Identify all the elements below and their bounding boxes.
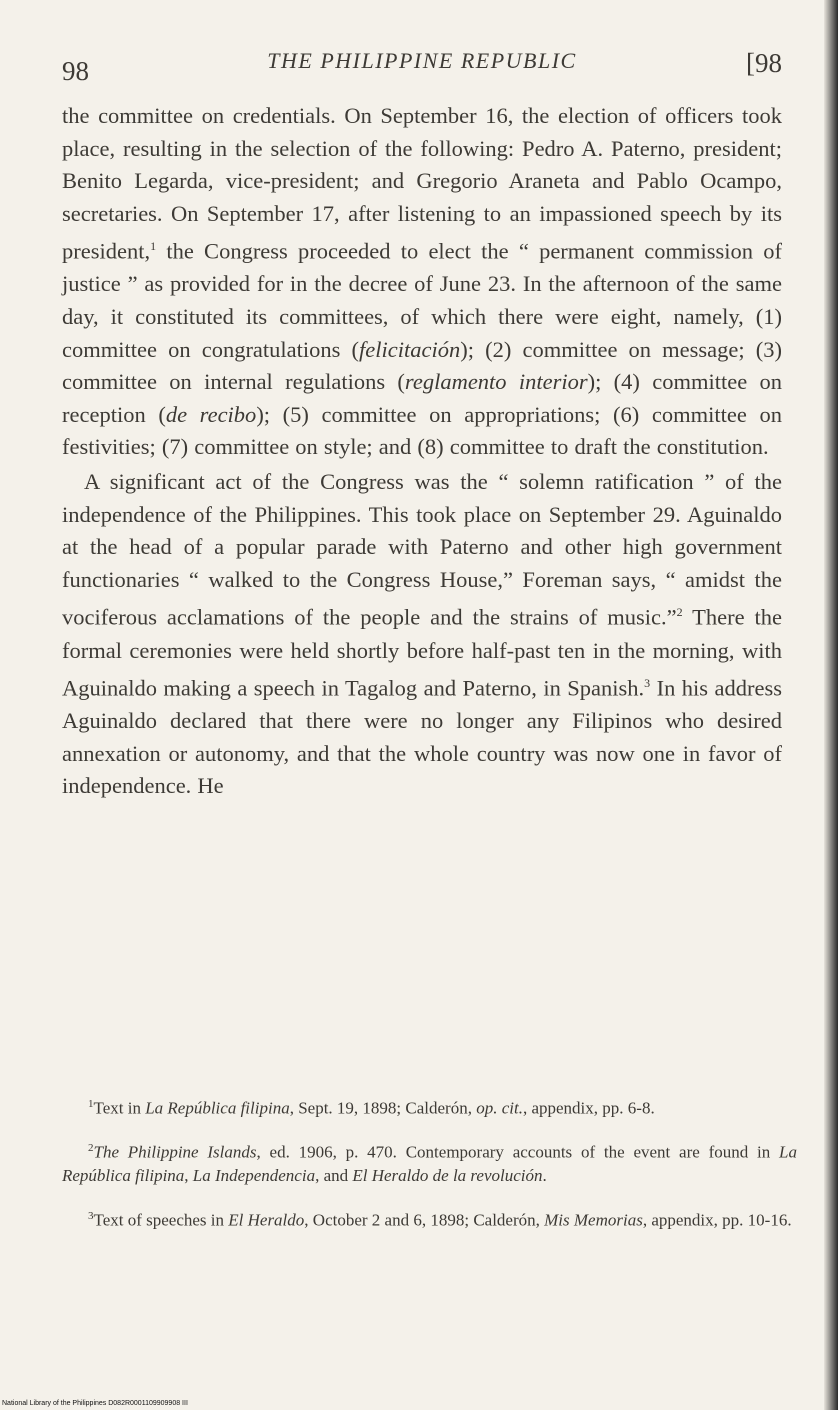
footnote-ref-1: 1 [150, 239, 157, 254]
footnote-2-italic-c: La Independencia [192, 1166, 316, 1186]
p1-text-c: ); (2) committee on message; (3) committee on internal regulations ( [62, 336, 783, 395]
footnote-2-text-c: , and [315, 1166, 353, 1186]
footnote-2-italic-b: La República filipina [62, 1142, 797, 1186]
footnote-1-text-b: , Sept. 19, 1898; Calderón, [289, 1098, 477, 1118]
footnote-1-text-c: , appendix, pp. 6-8. [522, 1098, 655, 1118]
footnote-ref-3: 3 [644, 676, 651, 691]
footnote-2 [62, 1137, 797, 1188]
footnotes [62, 1093, 797, 1249]
footnote-3-text-a: Text of speeches in [93, 1210, 229, 1230]
p1-italic-reglamento: reglamento interior [404, 369, 588, 395]
footnote-2-text-a: , ed. 1906, p. 470. Contemporary accounts of the event are found in [256, 1142, 780, 1162]
library-watermark: National Library of the Philippines D082R0001109909908 III [2, 1400, 188, 1407]
footnote-3-italic-b: Mis Memorias [544, 1210, 643, 1230]
p1-text-a: the committee on credentials. On September 16, the election of officers took place, resulting in the selection of the following: Pedro A. Paterno, president; Benito Legarda, vice-president; and Gregorio Araneta and Pablo Ocampo, secretaries. On September 17, after listening to an impassioned speech by its president, [62, 103, 782, 264]
footnote-3 [62, 1205, 797, 1232]
page-number-right: [98 [746, 48, 782, 78]
p1-text-e: ); (5) committee on appropriations; (6) committee on festivities; (7) committee on style; and (8) committee to draft the constitution. [62, 401, 782, 460]
footnote-3-marker: 3 [88, 1209, 94, 1222]
footnote-1-italic-a: La República filipina [145, 1098, 290, 1118]
footnote-2-text-b: , [184, 1166, 193, 1186]
footnote-1-italic-b: op. cit. [476, 1098, 523, 1118]
p2-text-c: In his address Aguinaldo declared that there were no longer any Filipinos who desired annexation or autonomy, and that the whole country was now one in favor of independence. He [62, 675, 782, 799]
paragraph-2 [62, 466, 782, 803]
p2-text-a: A significant act of the Congress was the “ solemn ratification ” of the independence of the Philippines. This took place on September 29. Aguinaldo at the head of a popular parade with Paterno and other high government functionaries “ walked to the Congress House,” Foreman says, “ amidst the vociferous acclamations of the people and the strains of music.” [62, 469, 782, 630]
footnote-3-italic-a: El Heraldo [228, 1210, 305, 1230]
footnote-1 [62, 1093, 797, 1120]
p1-italic-felicitacion: felicitación [359, 336, 461, 362]
p2-text-b: There the formal ceremonies were held shortly before half-past ten in the morning, with Aguinaldo making a speech in Tagalog and Paterno, in Spanish. [62, 604, 783, 701]
main-text [62, 100, 782, 803]
p1-text-b: the Congress proceeded to elect the “ permanent commission of justice ” as provided for in the decree of June 23. In the afternoon of the same day, it constituted its committees, of which there were eight, namely, (1) committee on congratulations ( [62, 238, 782, 362]
page-number-left: 98 [62, 56, 89, 86]
footnote-2-italic-a: The Philippine Islands [93, 1142, 257, 1162]
p1-italic-de-recibo: de recibo [165, 401, 257, 427]
running-title: THE PHILIPPINE REPUBLIC [267, 48, 577, 73]
footnote-3-text-c: , appendix, pp. 10-16. [642, 1210, 792, 1230]
footnote-1-text-a: Text in [93, 1098, 146, 1118]
footnote-3-text-b: , October 2 and 6, 1898; Calderón, [304, 1210, 545, 1230]
paragraph-1 [62, 100, 782, 464]
page-edge [824, 0, 838, 1410]
footnote-2-italic-d: El Heraldo de la revolución [352, 1166, 543, 1186]
footnote-ref-2: 2 [676, 605, 683, 620]
footnote-1-marker: 1 [88, 1098, 94, 1110]
p1-text-d: ); (4) committee on reception ( [62, 369, 783, 427]
running-header [62, 48, 782, 88]
footnote-2-text-d: . [542, 1166, 547, 1186]
footnote-2-marker: 2 [88, 1142, 94, 1155]
